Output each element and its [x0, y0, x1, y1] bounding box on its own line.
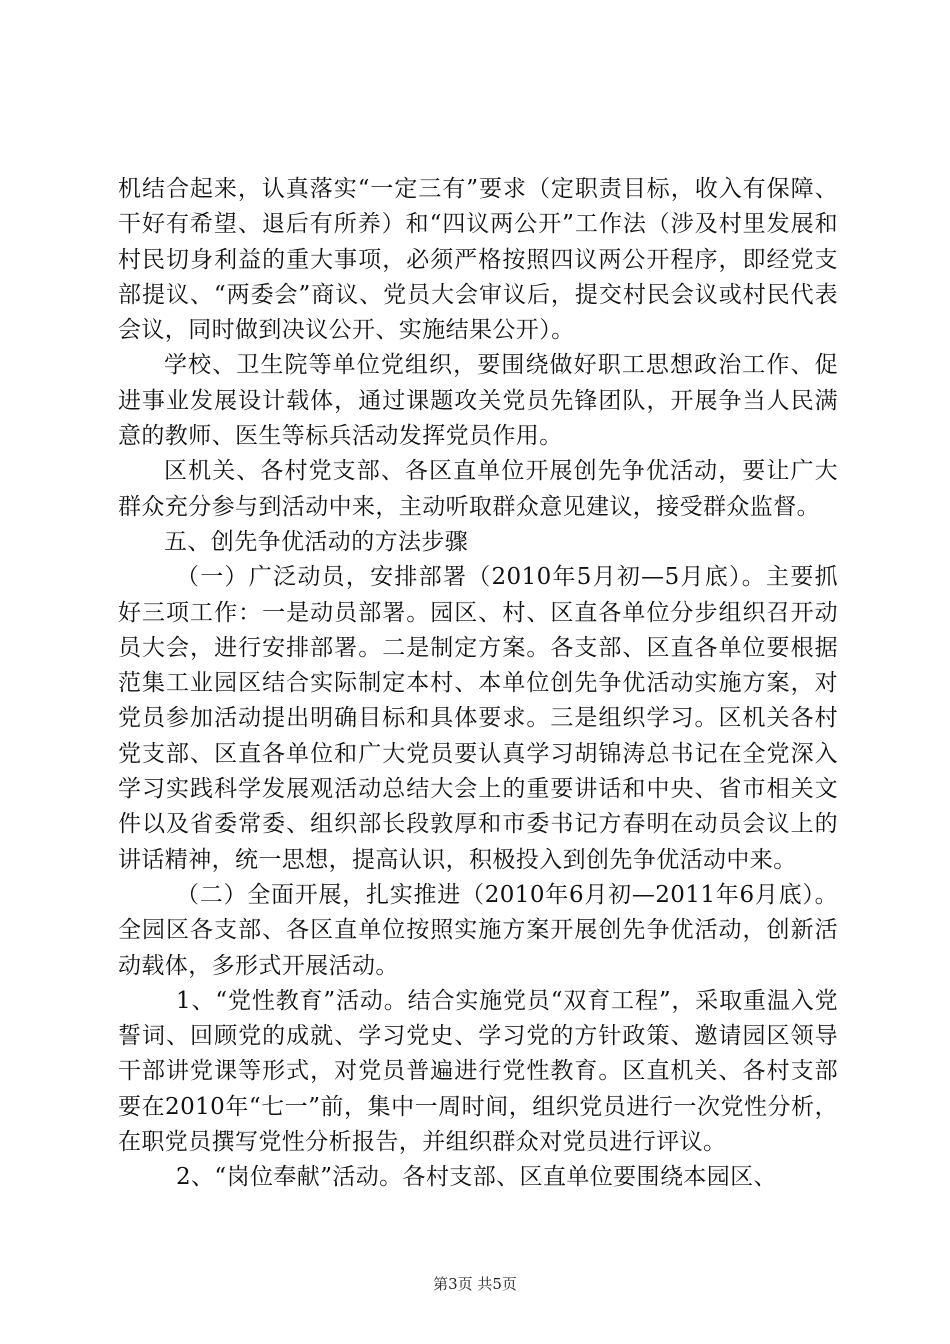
- paragraph-step-two: （二）全面开展，扎实推进（2010年6月初—2011年6月底）。全园区各支部、各区直单位按照实施方案开展创先争优活动，创新活动载体，多形式开展活动。: [118, 881, 838, 979]
- paragraph-step-one: （一）广泛动员，安排部署（2010年5月初—5月底）。主要抓好三项工作：一是动员部署。园区、村、区直各单位分步组织召开动员大会，进行安排部署。二是制定方案。各支部、区直各单位要根据范集工业园区结合实际制定本村、本单位创先争优活动实施方案，对党员参加活动提出明确目标和具体要求。三是组织学习。区机关各村党支部、区直各单位和广大党员要认真学习胡锦涛总书记在全党深入学习实践科学发展观活动总结大会上的重要讲话和中央、省市相关文件以及省委常委、组织部长段敦厚和市委书记方春明在动员会议上的讲话精神，统一思想，提高认识，积极投入到创先争优活动中来。: [118, 564, 838, 873]
- paragraph-continuation: 机结合起来，认真落实“一定三有”要求（定职责目标，收入有保障、干好有希望、退后有所养）和“四议两公开”工作法（涉及村里发展和村民切身利益的重大事项，必须严格按照四议两公开程序，即经党支部提议、“两委会”商议、党员大会审议后，提交村民会议或村民代表会议，同时做到决议公开、实施结果公开）。: [118, 176, 838, 344]
- paragraph-schools: 学校、卫生院等单位党组织，要围绕做好职工思想政治工作、促进事业发展设计载体，通过课题攻关党员先锋团队，开展争当人民满意的教师、医生等标兵活动发挥党员作用。: [118, 352, 838, 450]
- page-number-footer: 第3页 共5页: [433, 1275, 517, 1293]
- paragraph-item-two: 2、“岗位奉献”活动。各村支部、区直单位要围绕本园区、: [176, 1164, 777, 1191]
- document-body: [118, 172, 838, 1196]
- section-heading-five: 五、创先争优活动的方法步骤: [164, 528, 469, 555]
- paragraph-item-one: 1、“党性教育”活动。结合实施党员“双育工程”，采取重温入党誓词、回顾党的成就、学习党史、学习党的方针政策、邀请园区领导干部讲党课等形式，对党员普遍进行党性教育。区直机关、各村支部要在2010年“七一”前，集中一周时间，组织党员进行一次党性分析，在职党员撰写党性分析报告，并组织群众对党员进行评议。: [118, 987, 838, 1156]
- paragraph-supervision: 区机关、各村党支部、各区直单位开展创先争优活动，要让广大群众充分参与到活动中来，主动听取群众意见建议，接受群众监督。: [118, 458, 838, 520]
